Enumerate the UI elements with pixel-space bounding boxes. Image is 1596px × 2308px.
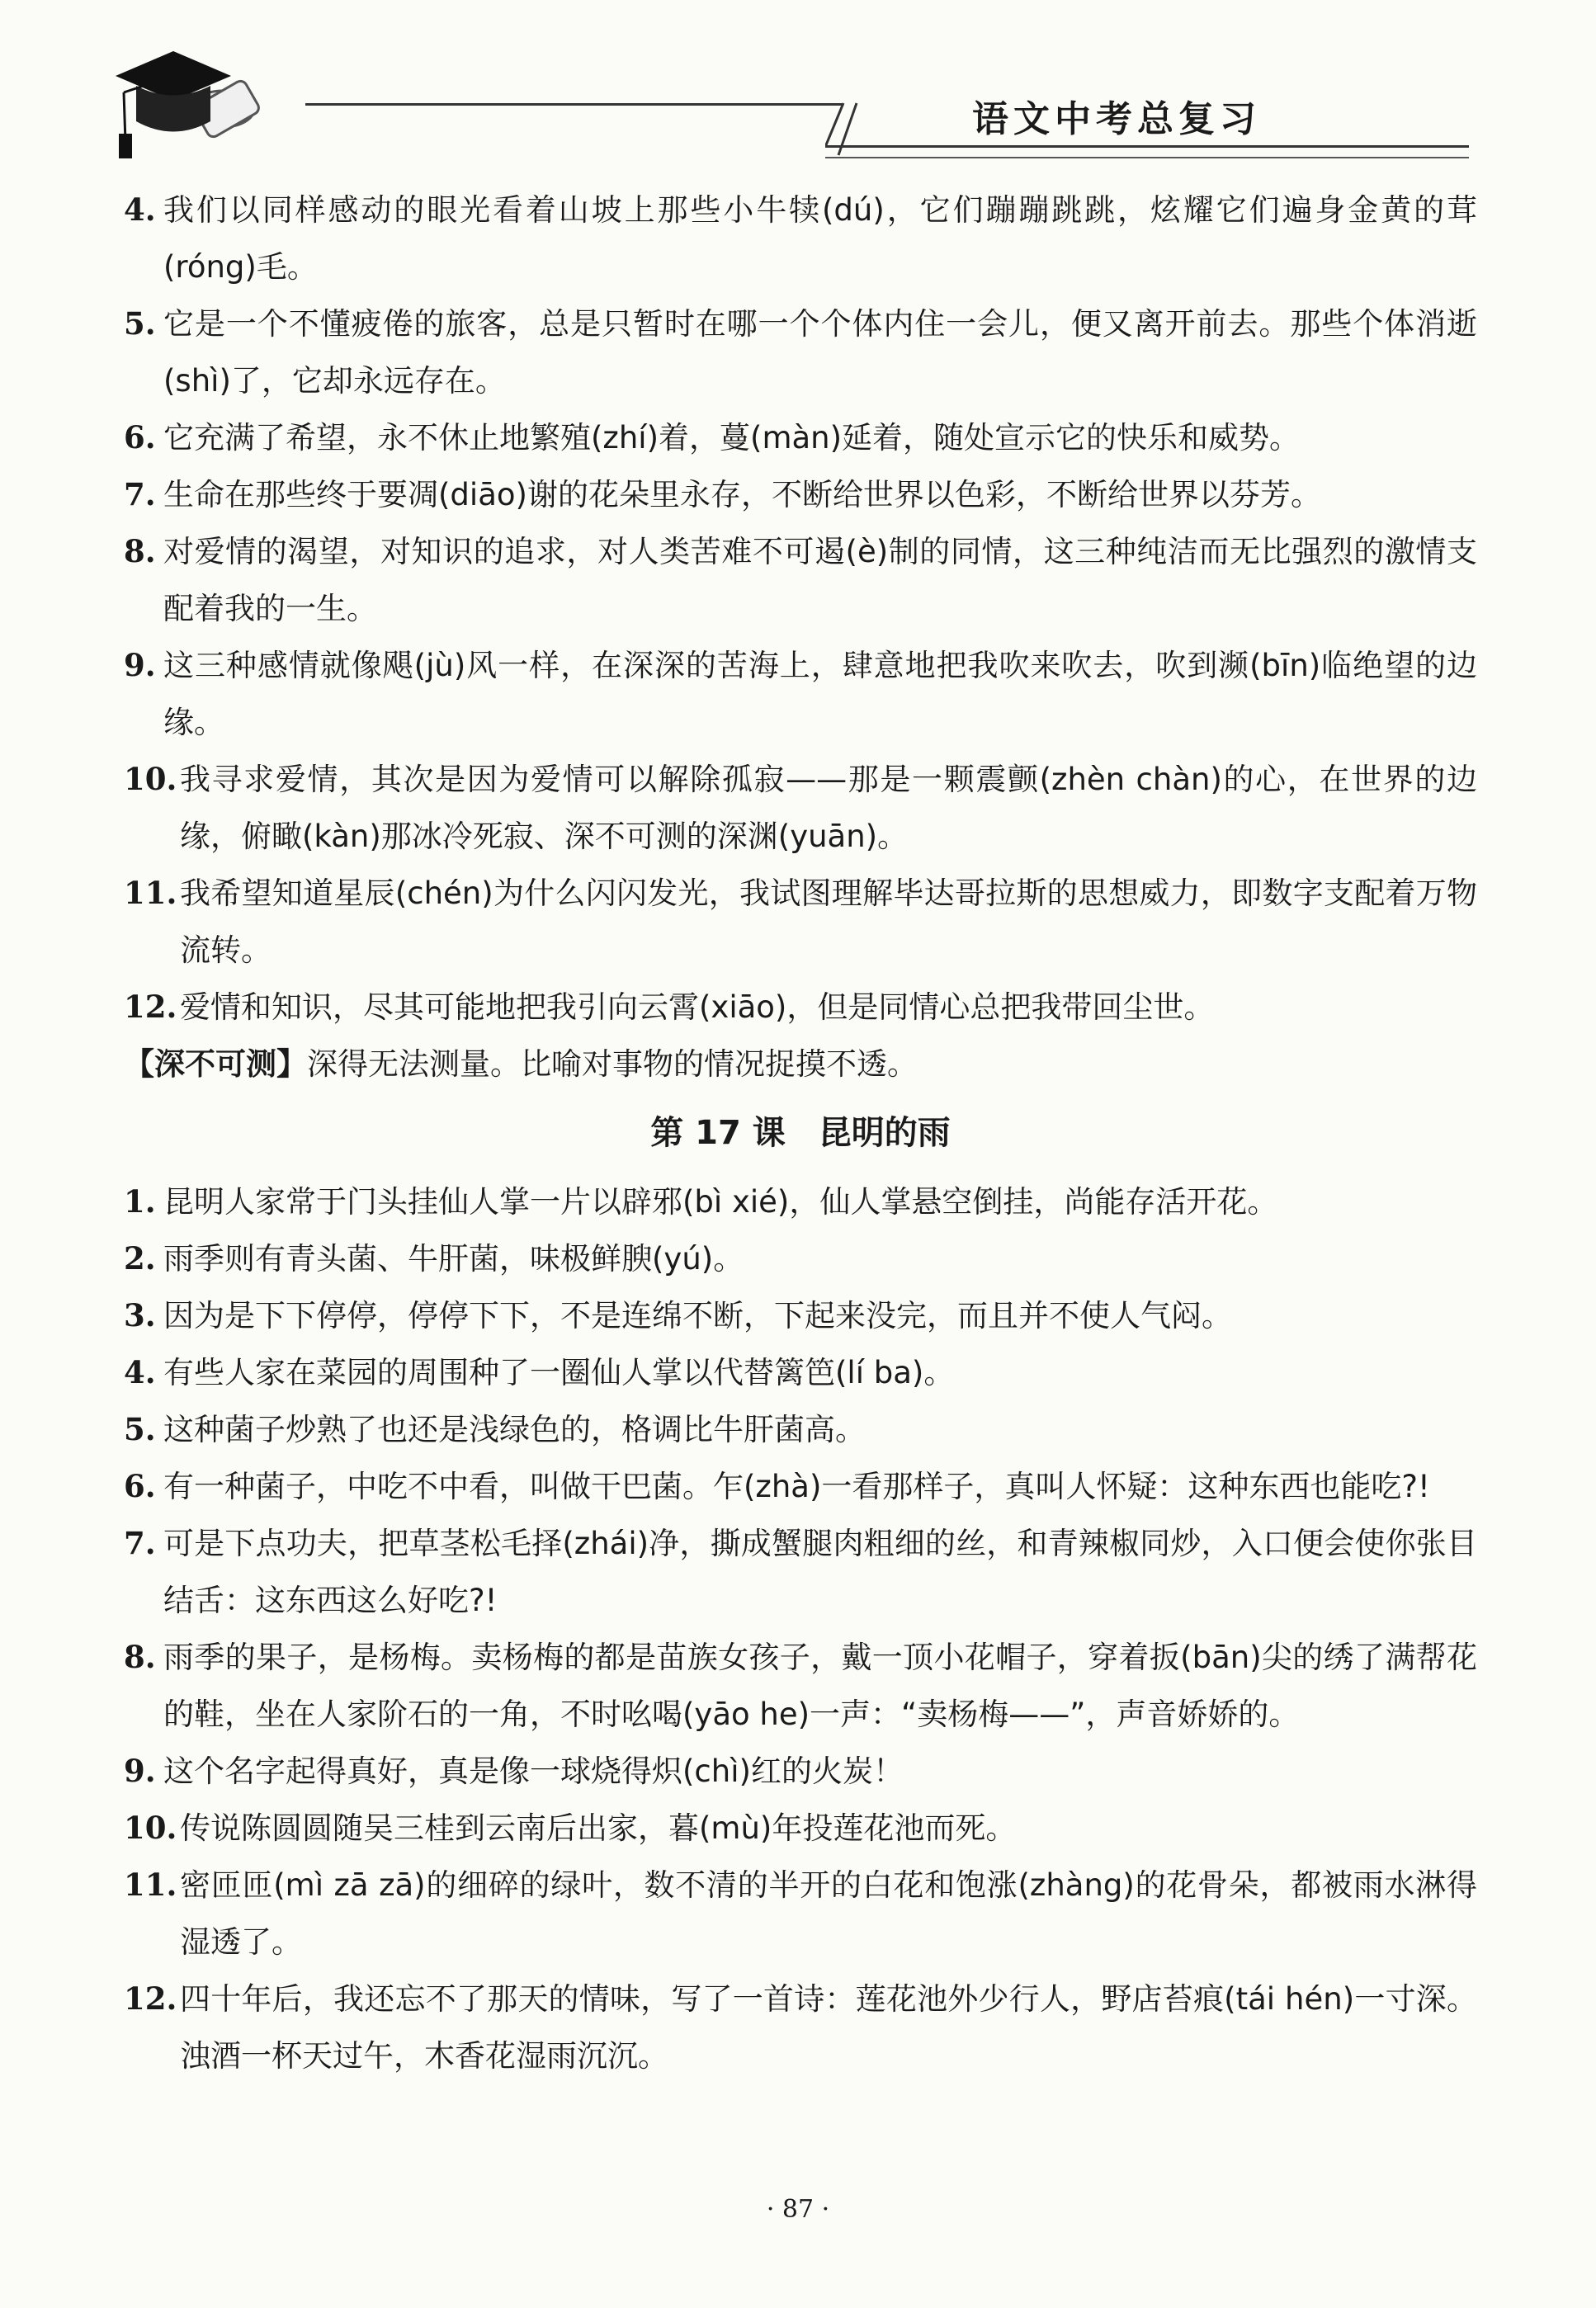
list-item	[124, 1287, 1477, 1344]
item-number: 6.	[124, 419, 156, 455]
list-item	[124, 1971, 1477, 2084]
item-number: 9.	[124, 647, 156, 683]
page-number: · 87 ·	[766, 2195, 830, 2224]
list-item	[124, 979, 1477, 1036]
item-number: 12.	[124, 1980, 177, 2017]
item-text: 爱情和知识，尽其可能地把我引向云霄(xiāo)，但是同情心总把我带回尘世。	[180, 989, 1215, 1025]
item-text: 它是一个不懂疲倦的旅客，总是只暂时在哪一个个体内住一会儿，便又离开前去。那些个体消逝(shì)了，它却永远存在。	[163, 306, 1477, 399]
item-text: 可是下点功夫，把草茎松毛择(zhái)净，撕成蟹腿肉粗细的丝，和青辣椒同炒，入口便会使你张目结舌：这东西这么好吃?!	[163, 1526, 1477, 1618]
item-number: 6.	[124, 1468, 156, 1504]
item-text: 我希望知道星辰(chén)为什么闪闪发光，我试图理解毕达哥拉斯的思想威力，即数字支配着万物流转。	[180, 876, 1477, 968]
header-rule-lower-thin	[825, 157, 1469, 158]
item-text: 昆明人家常于门头挂仙人掌一片以辟邪(bì xié)，仙人掌悬空倒挂，尚能存活开花。	[163, 1184, 1278, 1220]
item-number: 1.	[124, 1183, 156, 1220]
item-number: 10.	[124, 761, 177, 797]
lesson-title: 第 17 课 昆明的雨	[650, 1114, 951, 1152]
item-number: 5.	[124, 305, 156, 342]
page-content	[124, 182, 1477, 2084]
header-title: 语文中考总复习	[972, 98, 1261, 140]
list-item	[124, 1173, 1477, 1230]
list-item	[124, 1230, 1477, 1287]
item-number: 10.	[124, 1810, 177, 1846]
list-item	[124, 295, 1477, 409]
item-number: 12.	[124, 989, 177, 1025]
list-item	[124, 1401, 1477, 1458]
item-text: 雨季则有青头菌、牛肝菌，味极鲜腴(yú)。	[163, 1241, 744, 1277]
list-item	[124, 1857, 1477, 1971]
idiom-note	[124, 1036, 1477, 1093]
item-text: 对爱情的渴望，对知识的追求，对人类苦难不可遏(è)制的同情，这三种纯洁而无比强烈的激情支配着我的一生。	[163, 534, 1477, 626]
item-text: 四十年后，我还忘不了那天的情味，写了一首诗：莲花池外少行人，野店苔痕(tái hén)一寸深。浊酒一杯天过午，木香花湿雨沉沉。	[180, 1981, 1477, 2074]
header-rule-lower	[825, 145, 1469, 148]
list-item	[124, 182, 1477, 295]
item-text: 它充满了希望，永不休止地繁殖(zhí)着，蔓(màn)延着，随处宣示它的快乐和威势。	[163, 420, 1301, 455]
item-number: 7.	[124, 476, 156, 512]
item-text: 因为是下下停停，停停下下，不是连绵不断，下起来没完，而且并不使人气闷。	[163, 1298, 1232, 1333]
item-text: 我寻求爱情，其次是因为爱情可以解除孤寂——那是一颗震颤(zhèn chàn)的心，在世界的边缘，俯瞰(kàn)那冰冷死寂、深不可测的深渊(yuān)。	[180, 762, 1477, 854]
item-text: 密匝匝(mì zā zā)的细碎的绿叶，数不清的半开的白花和饱涨(zhàng)的花骨朵，都被雨水淋得湿透了。	[180, 1867, 1477, 1960]
item-text: 传说陈圆圆随吴三桂到云南后出家，暮(mù)年投莲花池而死。	[180, 1810, 1017, 1846]
idiom-definition: 深得无法测量。比喻对事物的情况捉摸不透。	[307, 1046, 918, 1082]
idiom-term: 【深不可测】	[124, 1046, 307, 1082]
item-text: 有些人家在菜园的周围种了一圈仙人掌以代替篱笆(lí ba)。	[163, 1355, 955, 1390]
list-item	[124, 1344, 1477, 1401]
item-number: 9.	[124, 1753, 156, 1789]
list-item	[124, 1800, 1477, 1857]
item-number: 8.	[124, 1639, 156, 1675]
list-item	[124, 1629, 1477, 1743]
list-item	[124, 466, 1477, 523]
item-number: 3.	[124, 1297, 156, 1333]
item-text: 生命在那些终于要凋(diāo)谢的花朵里永存，不断给世界以色彩，不断给世界以芬芳。	[163, 477, 1321, 512]
item-number: 7.	[124, 1525, 156, 1561]
item-text: 我们以同样感动的眼光看着山坡上那些小牛犊(dú)，它们蹦蹦跳跳，炫耀它们遍身金黄的茸(róng)毛。	[163, 192, 1477, 285]
item-text: 这种菌子炒熟了也还是浅绿色的，格调比牛肝菌高。	[163, 1412, 866, 1447]
list-item	[124, 523, 1477, 637]
header-rule-upper	[305, 103, 842, 106]
page-header	[0, 0, 1596, 173]
item-number: 4.	[124, 1354, 156, 1390]
list-item	[124, 1458, 1477, 1515]
item-text: 这个名字起得真好，真是像一球烧得炽(chì)红的火炭！	[163, 1753, 904, 1789]
item-text: 雨季的果子，是杨梅。卖杨梅的都是苗族女孩子，戴一顶小花帽子，穿着扳(bān)尖的绣了满帮花的鞋，坐在人家阶石的一角，不时吆喝(yāo he)一声：“卖杨梅——”，声音娇娇的。	[163, 1640, 1477, 1732]
item-text: 这三种感情就像飓(jù)风一样，在深深的苦海上，肆意地把我吹来吹去，吹到濒(bīn)临绝望的边缘。	[163, 648, 1477, 740]
list-item	[124, 1743, 1477, 1800]
list-item	[124, 865, 1477, 979]
item-number: 5.	[124, 1411, 156, 1447]
item-number: 11.	[124, 875, 177, 911]
item-number: 2.	[124, 1240, 156, 1277]
list-item	[124, 751, 1477, 865]
item-number: 11.	[124, 1867, 177, 1903]
item-number: 4.	[124, 191, 156, 228]
graduation-cap-icon	[107, 43, 272, 167]
section-1-list	[124, 182, 1477, 1036]
list-item	[124, 409, 1477, 466]
section-2-list	[124, 1173, 1477, 2084]
item-number: 8.	[124, 533, 156, 569]
header-rule-slash	[825, 99, 858, 157]
list-item	[124, 637, 1477, 751]
list-item	[124, 1515, 1477, 1629]
item-text: 有一种菌子，中吃不中看，叫做干巴菌。乍(zhà)一看那样子，真叫人怀疑：这种东西也能吃?!	[163, 1469, 1430, 1504]
